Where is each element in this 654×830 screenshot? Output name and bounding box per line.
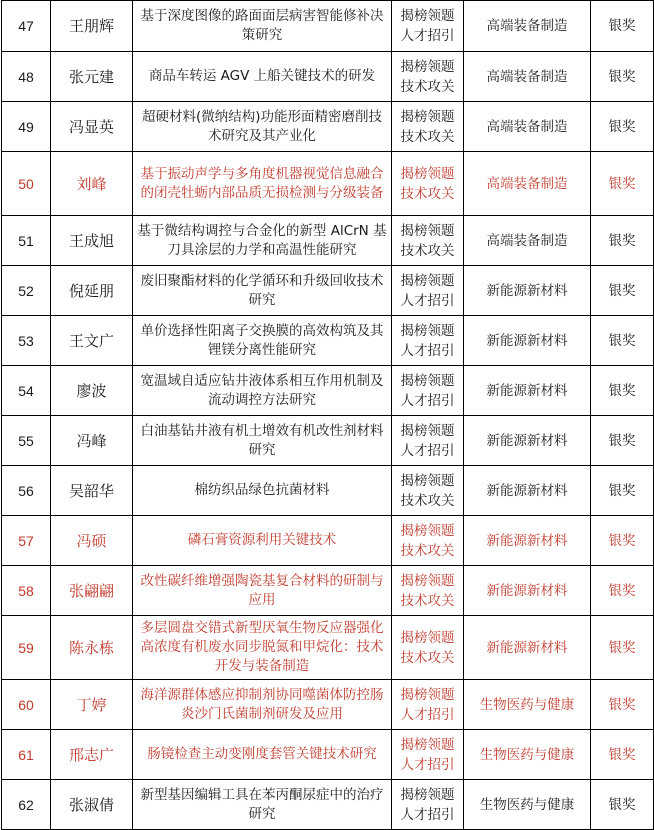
track-category: 揭榜领题技术攻关 — [392, 216, 464, 266]
track-category: 揭榜领题人才招引 — [392, 780, 464, 830]
track-category: 揭榜领题技术攻关 — [392, 516, 464, 566]
track-category: 揭榜领题人才招引 — [392, 366, 464, 416]
row-number: 50 — [2, 152, 51, 216]
winner-name: 张翩翩 — [51, 566, 133, 616]
track-category: 揭榜领题人才招引 — [392, 1, 464, 52]
table-row — [2, 366, 654, 416]
award-level: 银奖 — [591, 216, 654, 266]
winner-name: 冯显英 — [51, 102, 133, 152]
award-level: 银奖 — [591, 1, 654, 52]
table-row — [2, 416, 654, 466]
award-level: 银奖 — [591, 316, 654, 366]
industry-field: 高端装备制造 — [464, 152, 591, 216]
winner-name: 廖波 — [51, 366, 133, 416]
track-category: 揭榜领题人才招引 — [392, 680, 464, 730]
track-category: 揭榜领题人才招引 — [392, 316, 464, 366]
table-row — [2, 316, 654, 366]
award-level: 银奖 — [591, 266, 654, 316]
table-row — [2, 680, 654, 730]
winner-name: 倪延朋 — [51, 266, 133, 316]
track-category: 揭榜领题技术攻关 — [392, 566, 464, 616]
winner-name: 王朋辉 — [51, 1, 133, 52]
table-row — [2, 52, 654, 102]
row-number: 57 — [2, 516, 51, 566]
row-number: 62 — [2, 780, 51, 830]
awards-table-body — [2, 1, 654, 830]
row-number: 60 — [2, 680, 51, 730]
industry-field: 新能源新材料 — [464, 266, 591, 316]
table-row — [2, 780, 654, 830]
project-title: 基于深度图像的路面面层病害智能修补决策研究 — [133, 1, 392, 52]
winner-name: 张淑倩 — [51, 780, 133, 830]
winner-name: 丁婷 — [51, 680, 133, 730]
industry-field: 新能源新材料 — [464, 316, 591, 366]
table-row — [2, 152, 654, 216]
row-number: 51 — [2, 216, 51, 266]
project-title: 商品车转运 AGV 上船关键技术的研发 — [133, 52, 392, 102]
award-level: 银奖 — [591, 730, 654, 780]
row-number: 59 — [2, 616, 51, 680]
project-title: 宽温域自适应钻井液体系相互作用机制及流动调控方法研究 — [133, 366, 392, 416]
winner-name: 冯峰 — [51, 416, 133, 466]
row-number: 52 — [2, 266, 51, 316]
award-level: 银奖 — [591, 416, 654, 466]
award-level: 银奖 — [591, 52, 654, 102]
track-category: 揭榜领题人才招引 — [392, 730, 464, 780]
row-number: 47 — [2, 1, 51, 52]
table-row — [2, 566, 654, 616]
industry-field: 高端装备制造 — [464, 102, 591, 152]
project-title: 单价选择性阳离子交换膜的高效构筑及其锂镁分离性能研究 — [133, 316, 392, 366]
award-level: 银奖 — [591, 152, 654, 216]
industry-field: 生物医药与健康 — [464, 680, 591, 730]
project-title: 白油基钻井液有机土增效有机改性剂材料研究 — [133, 416, 392, 466]
project-title: 多层圆盘交错式新型厌氧生物反应器强化高浓度有机废水同步脱氮和甲烷化：技术开发与装备制造 — [133, 616, 392, 680]
track-category: 揭榜领题技术攻关 — [392, 52, 464, 102]
track-category: 揭榜领题技术攻关 — [392, 616, 464, 680]
track-category: 揭榜领题技术攻关 — [392, 152, 464, 216]
award-level: 银奖 — [591, 516, 654, 566]
track-category: 揭榜领题人才招引 — [392, 266, 464, 316]
table-row — [2, 216, 654, 266]
award-level: 银奖 — [591, 466, 654, 516]
row-number: 58 — [2, 566, 51, 616]
award-level: 银奖 — [591, 566, 654, 616]
awards-table — [1, 0, 654, 830]
industry-field: 新能源新材料 — [464, 516, 591, 566]
track-category: 揭榜领题技术攻关 — [392, 466, 464, 516]
winner-name: 吴韶华 — [51, 466, 133, 516]
row-number: 53 — [2, 316, 51, 366]
industry-field: 新能源新材料 — [464, 466, 591, 516]
project-title: 肠镜检查主动变刚度套管关键技术研究 — [133, 730, 392, 780]
industry-field: 高端装备制造 — [464, 52, 591, 102]
row-number: 61 — [2, 730, 51, 780]
winner-name: 王文广 — [51, 316, 133, 366]
winner-name: 刘峰 — [51, 152, 133, 216]
row-number: 56 — [2, 466, 51, 516]
track-category: 揭榜领题技术攻关 — [392, 102, 464, 152]
industry-field: 新能源新材料 — [464, 416, 591, 466]
winner-name: 陈永栋 — [51, 616, 133, 680]
row-number: 55 — [2, 416, 51, 466]
award-level: 银奖 — [591, 680, 654, 730]
table-row — [2, 516, 654, 566]
table-row — [2, 102, 654, 152]
industry-field: 新能源新材料 — [464, 366, 591, 416]
industry-field: 高端装备制造 — [464, 1, 591, 52]
award-level: 银奖 — [591, 102, 654, 152]
industry-field: 新能源新材料 — [464, 566, 591, 616]
industry-field: 生物医药与健康 — [464, 730, 591, 780]
award-level: 银奖 — [591, 780, 654, 830]
industry-field: 生物医药与健康 — [464, 780, 591, 830]
project-title: 废旧聚酯材料的化学循环和升级回收技术研究 — [133, 266, 392, 316]
winner-name: 王成旭 — [51, 216, 133, 266]
project-title: 磷石膏资源利用关键技术 — [133, 516, 392, 566]
track-category: 揭榜领题人才招引 — [392, 416, 464, 466]
row-number: 48 — [2, 52, 51, 102]
award-level: 银奖 — [591, 366, 654, 416]
winner-name: 张元建 — [51, 52, 133, 102]
industry-field: 新能源新材料 — [464, 616, 591, 680]
project-title: 基于振动声学与多角度机器视觉信息融合的闭壳牡蛎内部品质无损检测与分级装备 — [133, 152, 392, 216]
winner-name: 邢志广 — [51, 730, 133, 780]
award-level: 银奖 — [591, 616, 654, 680]
project-title: 海洋源群体感应抑制剂协同噬菌体防控肠炎沙门氏菌制剂研发及应用 — [133, 680, 392, 730]
project-title: 基于微结构调控与合金化的新型 AlCrN 基刀具涂层的力学和高温性能研究 — [133, 216, 392, 266]
table-row — [2, 466, 654, 516]
table-row — [2, 1, 654, 52]
project-title: 棉纺织品绿色抗菌材料 — [133, 466, 392, 516]
row-number: 54 — [2, 366, 51, 416]
industry-field: 高端装备制造 — [464, 216, 591, 266]
winner-name: 冯硕 — [51, 516, 133, 566]
row-number: 49 — [2, 102, 51, 152]
table-row — [2, 266, 654, 316]
project-title: 改性碳纤维增强陶瓷基复合材料的研制与应用 — [133, 566, 392, 616]
table-row — [2, 730, 654, 780]
table-row — [2, 616, 654, 680]
project-title: 超硬材料(微纳结构)功能形面精密磨削技术研究及其产业化 — [133, 102, 392, 152]
project-title: 新型基因编辑工具在苯丙酮尿症中的治疗研究 — [133, 780, 392, 830]
